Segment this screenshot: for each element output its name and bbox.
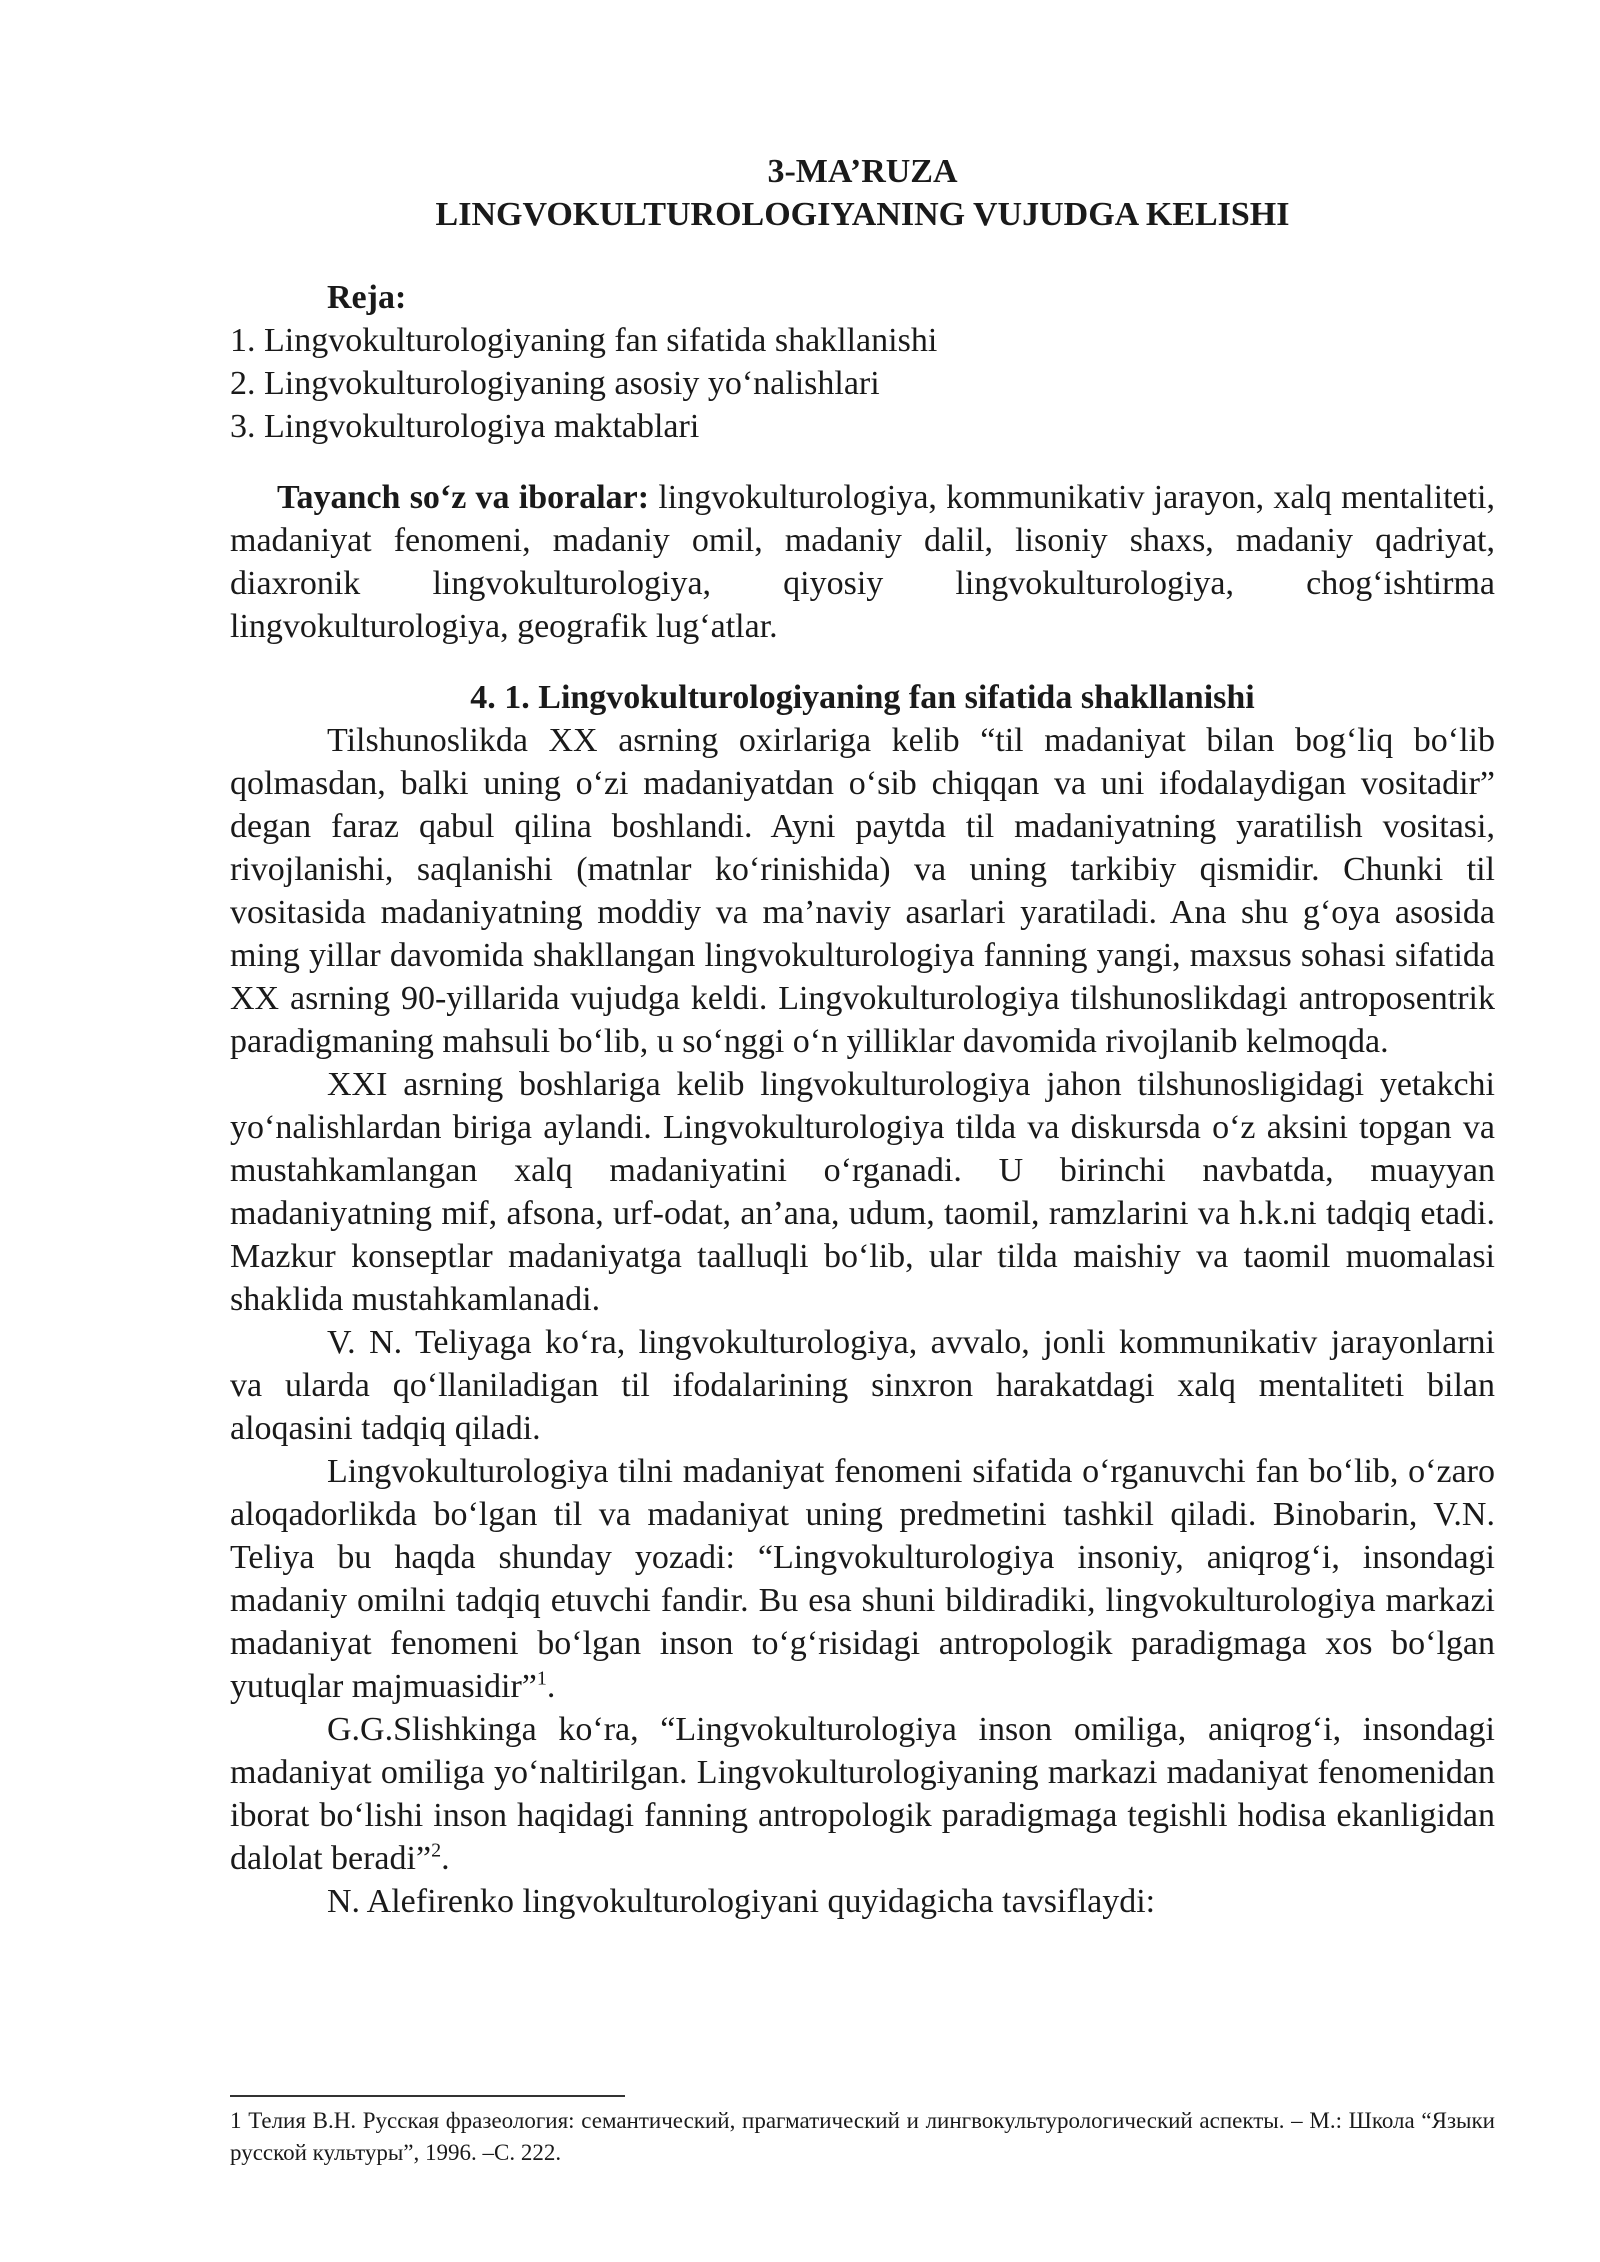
plan-list bbox=[230, 319, 1495, 448]
paragraph-text: Lingvokulturologiya tilni madaniyat fenomeni sifatida o‘rganuvchi fan bo‘lib, o‘zaro aloqadorlikda bo‘lgan til va madaniyat uning predmetini tashkil qiladi. Binobarin, V.N. Teliya bu haqda shunday yozadi: “Lingvokulturologiya insoniy, aniqrog‘i, insondagi madaniy omilni tadqiq etuvchi fandir. Bu esa shuni bildiradiki, lingvokulturologiya markazi madaniyat fenomeni bo‘lgan inson to‘g‘risidagi antropologik paradigmaga xos bo‘lgan yutuqlar majmuasidir” bbox=[230, 1453, 1495, 1705]
body-paragraph: XXI asrning boshlariga kelib lingvokulturologiya jahon tilshunosligidagi yetakchi yo‘nalishlardan biriga aylandi. Lingvokulturologiya tilda va diskursda o‘z aksini topgan va mustahkamlangan xalq madaniyatini o‘rganadi. U birinchi navbatda, muayyan madaniyatning mif, afsona, urf-odat, an’ana, udum, taomil, ramzlarini va h.k.ni tadqiq etadi. Mazkur konseptlar madaniyatga taalluqli bo‘lib, ular tilda maishiy va taomil muomalasi shaklida mustahkamlanadi. bbox=[230, 1066, 1495, 1318]
keywords-text: lingvokulturologiya, kommunikativ jarayon, xalq mentaliteti, madaniyat fenomeni, madaniy omil, madaniy dalil, lisoniy shaxs, madaniy qadriyat, diaxronik lingvokulturologiya, qiyosiy lingvokulturologiya, chog‘ishtirma lingvokulturologiya, geografik lug‘atlar. bbox=[230, 479, 1496, 645]
body-paragraph-with-footnote-1 bbox=[230, 1450, 1495, 1708]
body-paragraph: V. N. Teliyaga ko‘ra, lingvokulturologiya, avvalo, jonli kommunikativ jarayonlarni va ularda qo‘llaniladigan til ifodalarining sinxron harakatdagi xalq mentaliteti bilan aloqasini tadqiq qiladi. bbox=[230, 1324, 1495, 1447]
paragraph-text: G.G.Slishkinga ko‘ra, “Lingvokulturologiya inson omiliga, aniqrog‘i, insondagi madaniyat omiliga yo‘naltirilgan. Lingvokulturologiyaning markazi madaniyat fenomenidan iborat bo‘lishi inson haqidagi fanning antropologik paradigmaga tegishli hodisa ekanligidan dalolat beradi” bbox=[230, 1711, 1495, 1877]
section-title: 4. 1. Lingvokulturologiyaning fan sifatida shakllanishi bbox=[470, 679, 1255, 716]
plan-heading: Reja: bbox=[327, 279, 407, 316]
body-paragraph: N. Alefirenko lingvokulturologiyani quyidagicha tavsiflaydi: bbox=[327, 1883, 1156, 1920]
footnote-divider bbox=[230, 2095, 625, 2097]
plan-item: 1. Lingvokulturologiyaning fan sifatida shakllanishi bbox=[230, 322, 938, 359]
footnote-ref-1[interactable]: 1 bbox=[536, 1667, 547, 1690]
body-paragraph-with-footnote-2 bbox=[230, 1708, 1495, 1880]
document-page bbox=[230, 150, 1495, 1923]
footnote: 1 Телия В.Н. Русская фразеология: семантический, прагматический и лингвокультурологический аспекты. – М.: Школа “Языки русской культуры”, 1996. –С. 222. bbox=[230, 2108, 1495, 2165]
sentence-end: . bbox=[441, 1840, 450, 1877]
lecture-label: 3-MA’RUZA bbox=[767, 153, 958, 190]
footnote-ref-2[interactable]: 2 bbox=[431, 1839, 442, 1862]
plan-item: 3. Lingvokulturologiya maktablari bbox=[230, 408, 700, 445]
body-paragraph: Tilshunoslikda XX asrning oxirlariga kelib “til madaniyat bilan bog‘liq bo‘lib qolmasdan, balki uning o‘zi madaniyatdan o‘sib chiqqan va uni ifodalaydigan vositadir” degan faraz qabul qilina boshlandi. Ayni paytda til madaniyatning yaratilish vositasi, rivojlanishi, saqlanishi (matnlar ko‘rinishida) va uning tarkibiy qismidir. Chunki til vositasida madaniyatning moddiy va ma’naviy asarlari yaratiladi. Ana shu g‘oya asosida ming yillar davomida shakllangan lingvokulturologiya fanning yangi, maxsus sohasi sifatida XX asrning 90-yillarida vujudga keldi. Lingvokulturologiya tilshunoslikdagi antroposentrik paradigmaning mahsuli bo‘lib, u so‘nggi o‘n yilliklar davomida rivojlanib kelmoqda. bbox=[230, 722, 1495, 1060]
sentence-end: . bbox=[546, 1668, 556, 1705]
keywords-paragraph bbox=[230, 476, 1495, 648]
keywords-label: Tayanch so‘z va iboralar: bbox=[277, 479, 650, 516]
plan-item: 2. Lingvokulturologiyaning asosiy yo‘nalishlari bbox=[230, 365, 880, 402]
lecture-title: LINGVOKULTUROLOGIYANING VUJUDGA KELISHI bbox=[435, 196, 1290, 233]
